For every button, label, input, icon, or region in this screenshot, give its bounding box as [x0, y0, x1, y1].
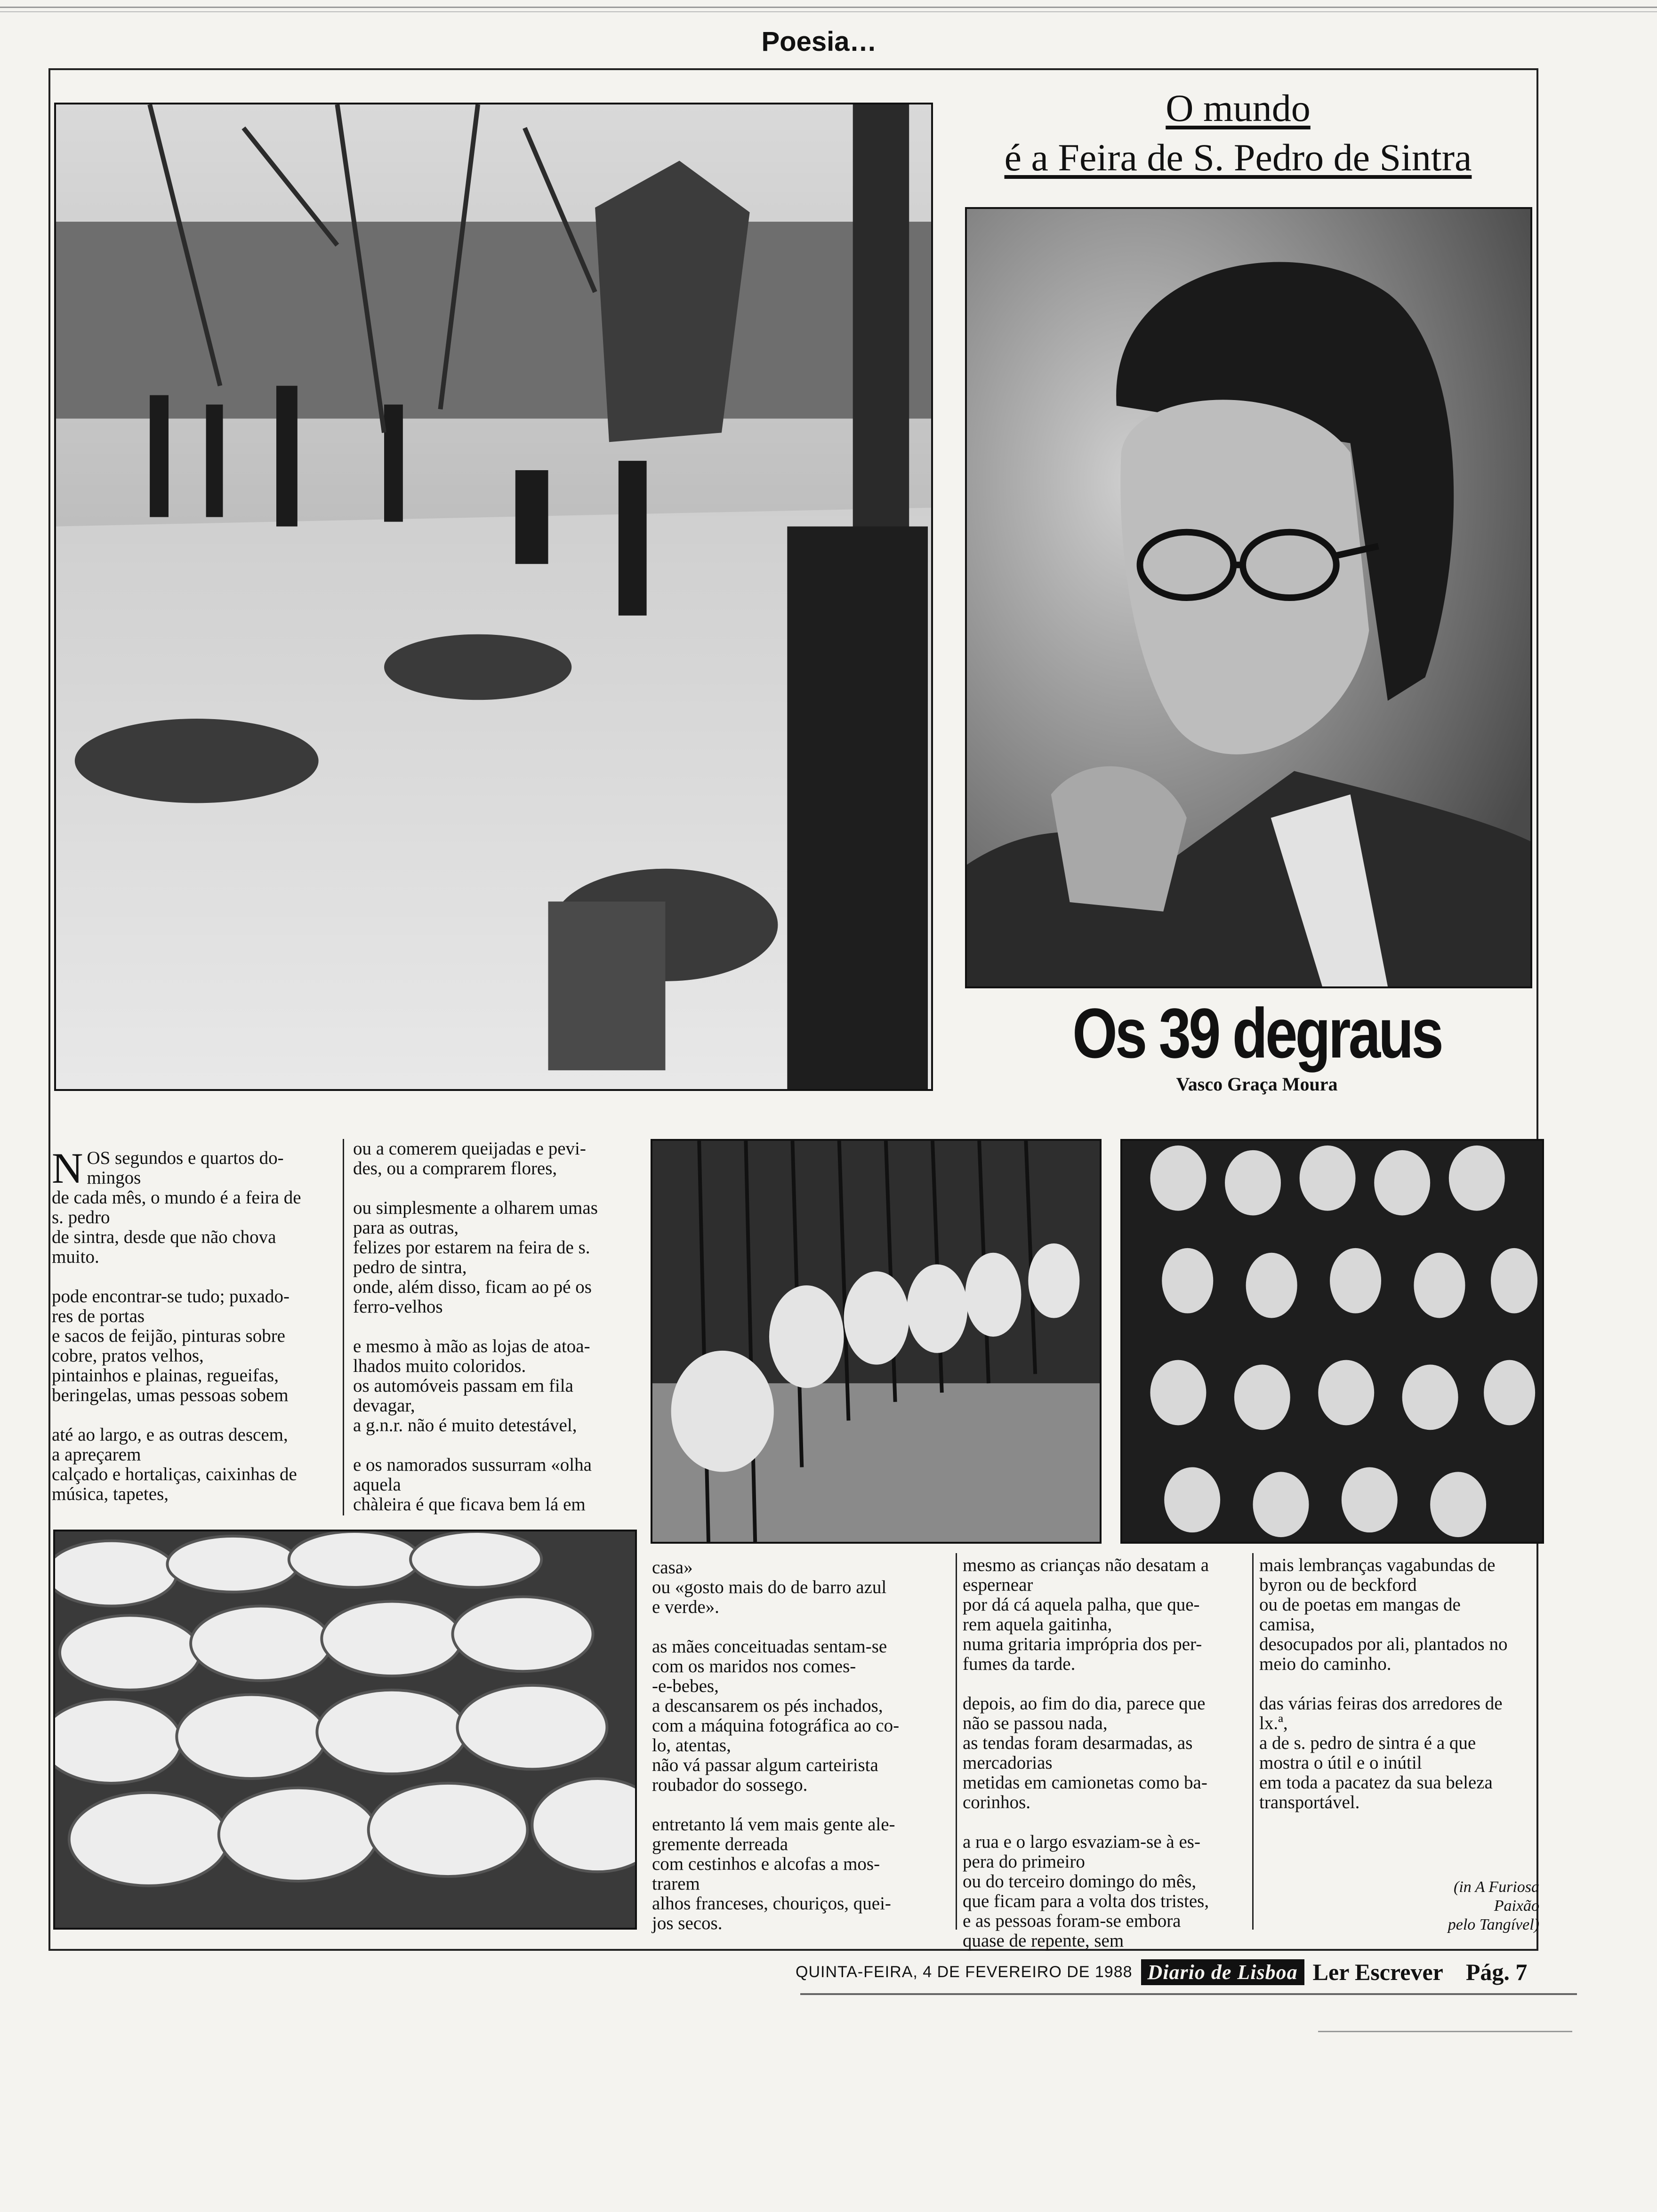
poem-line: res de portas	[52, 1306, 145, 1326]
poem-line: as tendas foram desarmadas, as	[963, 1733, 1193, 1753]
poem-line: mingos	[87, 1168, 141, 1188]
poem-stanza	[652, 1558, 939, 1617]
poem-line: depois, ao fim do dia, parece que	[963, 1693, 1206, 1714]
poem-line: ou do terceiro domingo do mês,	[963, 1871, 1197, 1891]
poem-stanza	[353, 1139, 635, 1178]
poem-line: até ao largo, e as outras descem,	[52, 1425, 288, 1445]
poem-line: mercadorias	[963, 1753, 1053, 1773]
poem-line: roubador do sossego.	[652, 1775, 808, 1795]
poem-line: quase de repente, sem	[963, 1931, 1124, 1951]
poem-line: pode encontrar-se tudo; puxado-	[52, 1286, 290, 1306]
poem-stanza	[1259, 1555, 1539, 1674]
chickens-photo	[651, 1139, 1102, 1544]
poem-stanza	[353, 1455, 635, 1515]
poem-line: desocupados por ali, plantados no	[1259, 1634, 1508, 1654]
poem-line: meio do caminho.	[1259, 1654, 1392, 1674]
poem-line: mais lembranças vagabundas de	[1259, 1555, 1496, 1575]
poem-line: ou de poetas em mangas de	[1259, 1595, 1461, 1615]
page-footer	[796, 1956, 1596, 1988]
clogs-photo	[1120, 1139, 1544, 1544]
credit-line: pelo Tangível)	[1448, 1916, 1539, 1933]
poem-line: ferro-velhos	[353, 1297, 443, 1317]
poem-line: trarem	[652, 1874, 700, 1894]
poem-line: e as pessoas foram-se embora	[963, 1911, 1181, 1931]
poem-stanza	[353, 1198, 635, 1317]
poem-line: para as outras,	[353, 1218, 459, 1238]
poem-line: corinhos.	[963, 1792, 1031, 1812]
column-rule-4	[1252, 1553, 1254, 1930]
credit-line: (in A Furiosa	[1454, 1878, 1539, 1896]
poem-stanza	[963, 1832, 1245, 1951]
poem-line: entretanto lá vem mais gente ale-	[652, 1814, 895, 1835]
poem-line: numa gritaria imprópria dos per-	[963, 1634, 1202, 1654]
poem-author: Vasco Graça Moura	[1176, 1074, 1338, 1095]
poem-line: os automóveis passam em fila	[353, 1376, 573, 1396]
poem-line: de sintra, desde que não chova	[52, 1227, 276, 1247]
poem-column-1	[52, 1144, 332, 1504]
poem-line: byron ou de beckford	[1259, 1575, 1417, 1595]
poem-line: com cestinhos e alcofas a mos-	[652, 1854, 880, 1874]
poem-line: beringelas, umas pessoas sobem	[52, 1385, 289, 1405]
poem-line: jos secos.	[652, 1913, 723, 1933]
poem-column-2	[353, 1139, 635, 1515]
poem-line: e os namorados sussurram «olha	[353, 1455, 592, 1475]
poem-line: alhos franceses, chouriços, quei-	[652, 1893, 891, 1914]
poem-line: chàleira é que ficava bem lá em	[353, 1494, 586, 1515]
feature-title-line-1: O mundo	[1166, 87, 1311, 129]
section-header	[725, 26, 913, 64]
poem-line: ou «gosto mais do de barro azul	[652, 1577, 887, 1597]
poem-column-5	[1259, 1555, 1539, 1812]
poem-stanza	[1259, 1694, 1539, 1812]
page-number: Pág. 7	[1465, 1959, 1528, 1985]
poem-line: aquela	[353, 1475, 401, 1495]
poem-line: com os maridos nos comes-	[652, 1656, 856, 1676]
market-photo	[54, 103, 933, 1091]
poem-line: lo, atentas,	[652, 1735, 731, 1755]
poem-line: das várias feiras dos arredores de	[1259, 1693, 1503, 1714]
footer-rubric: Ler Escrever	[1312, 1959, 1443, 1985]
poem-line: e mesmo à mão as lojas de atoa-	[353, 1336, 590, 1356]
poem-stanza	[52, 1287, 332, 1405]
poem-line: onde, além disso, ficam ao pé os	[353, 1277, 592, 1297]
poem-stanza	[963, 1555, 1245, 1674]
poem-line: muito.	[52, 1247, 99, 1267]
poem-line: música, tapetes,	[52, 1484, 169, 1504]
poem-stanza	[353, 1337, 635, 1435]
poem-line: e sacos de feijão, pinturas sobre	[52, 1326, 285, 1346]
poem-line: com a máquina fotográfica ao co-	[652, 1715, 900, 1736]
poem-line: não vá passar algum carteirista	[652, 1755, 878, 1775]
poem-line: lhados muito coloridos.	[353, 1356, 526, 1376]
poem-line: não se passou nada,	[963, 1713, 1108, 1733]
poet-portrait-photo	[965, 207, 1532, 988]
poem-line: em toda a pacatez da sua beleza	[1259, 1772, 1493, 1793]
poem-line: espernear	[963, 1575, 1033, 1595]
bread-loaves-photo	[53, 1530, 637, 1930]
poem-line: a apreçarem	[52, 1444, 141, 1465]
poem-line: rem aquela gaitinha,	[963, 1614, 1112, 1635]
poem-line: cobre, pratos velhos,	[52, 1346, 204, 1366]
poem-line: a g.n.r. não é muito detestável,	[353, 1415, 577, 1435]
poem-line: ou a comerem queijadas e pevi-	[353, 1138, 586, 1159]
poem-line: por dá cá aquela palha, que que-	[963, 1595, 1200, 1615]
poem-line: casa»	[652, 1557, 693, 1578]
poem-line: felizes por estarem na feira de s.	[353, 1237, 590, 1258]
poem-line: mesmo as crianças não desatam a	[963, 1555, 1209, 1575]
poem-line: camisa,	[1259, 1614, 1315, 1635]
poem-column-3	[652, 1558, 939, 1933]
poem-line: s. pedro	[52, 1207, 110, 1227]
poem-line: OS segundos e quartos do-	[87, 1148, 284, 1168]
poem-line: gremente derreada	[652, 1834, 788, 1854]
poem-stanza	[652, 1815, 939, 1933]
poem-line: ou simplesmente a olharem umas	[353, 1198, 598, 1218]
newspaper-masthead: Diario de Lisboa	[1141, 1959, 1304, 1985]
poem-line: a rua e o largo esvaziam-se à es-	[963, 1832, 1200, 1852]
poem-line: devagar,	[353, 1395, 415, 1416]
poem-stanza	[52, 1425, 332, 1504]
poem-line: e verde».	[652, 1597, 719, 1617]
poem-line: lx.ª,	[1259, 1713, 1288, 1733]
footer-date: QUINTA-FEIRA, 4 DE FEVEREIRO DE 1988	[796, 1963, 1133, 1981]
poem-line: mostra o útil e o inútil	[1259, 1753, 1422, 1773]
section-label: Poesia	[761, 26, 850, 57]
poem-stanza	[652, 1637, 939, 1795]
poem-line: des, ou a comprarem flores,	[353, 1158, 557, 1178]
poem-line: metidas em camionetas como ba-	[963, 1772, 1207, 1793]
poem-line: -e-bebes,	[652, 1676, 719, 1696]
poem-stanza	[963, 1694, 1245, 1812]
poem-line: as mães conceituadas sentam-se	[652, 1636, 887, 1657]
poem-line: que ficam para a volta dos tristes,	[963, 1891, 1209, 1911]
drop-cap: N	[52, 1144, 83, 1192]
poem-line: pedro de sintra,	[353, 1257, 467, 1277]
poem-title: Os 39 degraus	[1072, 994, 1441, 1073]
poem-line: fumes da tarde.	[963, 1654, 1076, 1674]
poem-source-credit	[1356, 1878, 1539, 1934]
column-rule-3	[956, 1553, 957, 1930]
section-ellipsis: …	[849, 26, 877, 57]
poem-stanza	[52, 1144, 332, 1267]
poem-line: a descansarem os pés inchados,	[652, 1696, 883, 1716]
poem-line: pintainhos e plainas, regueifas,	[52, 1365, 279, 1386]
poem-line: pera do primeiro	[963, 1851, 1085, 1872]
poem-line: transportável.	[1259, 1792, 1360, 1812]
column-rule-1	[343, 1139, 344, 1515]
credit-line: Paixão	[1494, 1897, 1539, 1915]
poem-line: de cada mês, o mundo é a feira de	[52, 1187, 301, 1208]
poem-column-4	[963, 1555, 1245, 1951]
feature-title-line-2: é a Feira de S. Pedro de Sintra	[1004, 136, 1472, 179]
poem-line: calçado e hortaliças, caixinhas de	[52, 1464, 297, 1484]
poem-line: a de s. pedro de sintra é a que	[1259, 1733, 1476, 1753]
